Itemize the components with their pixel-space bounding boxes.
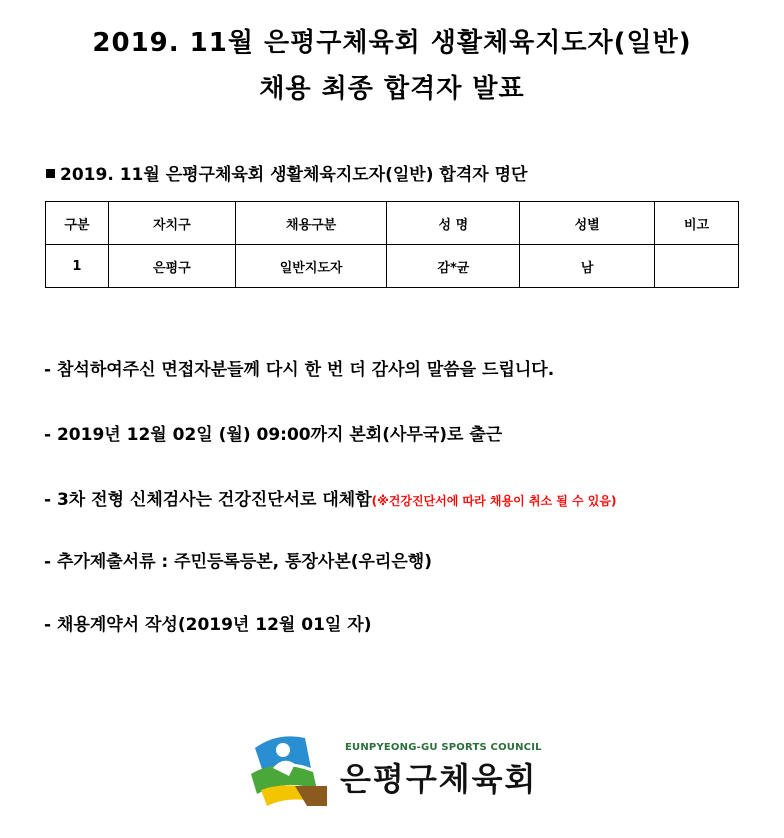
section-heading: [46, 160, 527, 185]
column-header: 자치구: [108, 202, 235, 245]
table-cell: 감*균: [387, 245, 520, 288]
table-cell: [655, 245, 739, 288]
note-item: - 2019년 12월 02일 (월) 09:00까지 본회(사무국)로 출근: [44, 425, 503, 445]
note-text: - 3차 전형 신체검사는 건강진단서로 대체함: [44, 490, 372, 510]
page-title-line1: 2019. 11월 은평구체육회 생활체육지도자(일반): [92, 28, 692, 58]
table-header-row: [46, 202, 739, 245]
page-title-line2: 채용 최종 합격자 발표: [259, 74, 525, 104]
column-header: 성별: [520, 202, 655, 245]
section-heading-text: 2019. 11월 은평구체육회 생활체육지도자(일반) 합격자 명단: [60, 165, 528, 185]
warning-text: (※건강진단서에 따라 채용이 취소 될 수 있음): [371, 494, 617, 508]
note-item: [44, 485, 616, 510]
table-cell: 일반지도자: [235, 245, 387, 288]
table-cell: 1: [46, 245, 109, 288]
column-header: 구분: [46, 202, 109, 245]
square-bullet-icon: [46, 169, 55, 178]
note-item: - 참석하여주신 면접자분들께 다시 한 번 더 감사의 말씀을 드립니다.: [44, 360, 555, 380]
column-header: 성 명: [387, 202, 520, 245]
table-row: [46, 245, 739, 288]
logo-korean-text: 은평구체육회: [340, 760, 538, 798]
logo-english-text: EUNPYEONG-GU SPORTS COUNCIL: [345, 742, 542, 753]
column-header: 채용구분: [235, 202, 387, 245]
column-header: 비고: [655, 202, 739, 245]
note-item: - 추가제출서류 : 주민등록등본, 통장사본(우리은행): [44, 552, 432, 572]
note-item: - 채용계약서 작성(2019년 12월 01일 자): [44, 615, 372, 635]
table-cell: 남: [520, 245, 655, 288]
result-table: [45, 201, 739, 288]
table-cell: 은평구: [108, 245, 235, 288]
